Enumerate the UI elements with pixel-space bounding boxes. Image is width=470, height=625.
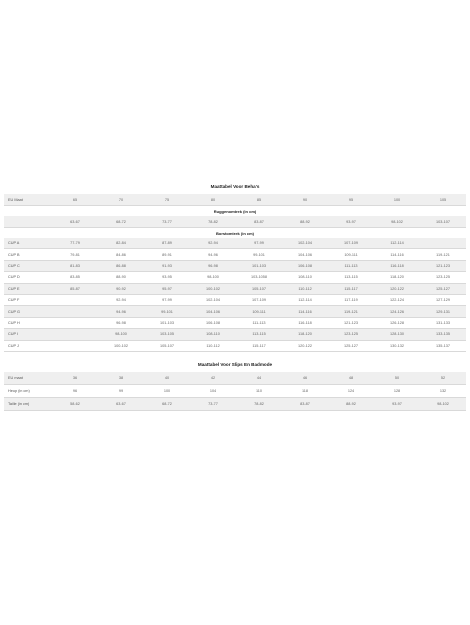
brief-row-cell: 118 [282, 385, 328, 398]
brief-row-cell: 132 [420, 385, 466, 398]
brief-row-cell: 68-72 [144, 398, 190, 411]
cup-row-cell: 77-79 [52, 238, 98, 249]
cup-row-cell: 121-123 [328, 318, 374, 329]
cup-row-cell: 125-127 [420, 284, 466, 295]
bust-heading-row [4, 228, 466, 238]
cup-row-cell: 96-98 [98, 318, 144, 329]
cup-row-cell: 102-104 [282, 238, 328, 249]
cup-row-cell: 118-120 [282, 329, 328, 340]
cup-row-cell: 99-101 [144, 306, 190, 317]
cup-row-label: CUP G [4, 306, 52, 317]
cup-row-cell: 107-109 [328, 238, 374, 249]
brief-row-cell: 52 [420, 372, 466, 385]
cup-row-cell: 94-96 [98, 306, 144, 317]
cup-row-label: CUP E [4, 284, 52, 295]
cup-row-cell: 93-95 [144, 272, 190, 283]
cup-row-cell [52, 318, 98, 329]
cup-row-cell: 108-110 [282, 272, 328, 283]
cup-row-cell: 114-116 [282, 306, 328, 317]
cup-row [4, 295, 466, 306]
brief-row-cell: 99 [98, 385, 144, 398]
underbust-cell: 78-82 [190, 216, 236, 228]
eu-size-row [4, 194, 466, 206]
cup-row [4, 329, 466, 340]
underbust-cell: 98-102 [374, 216, 420, 228]
cup-row-cell: 98-100 [98, 329, 144, 340]
cup-row-cell: 112-114 [282, 295, 328, 306]
cup-row-label: CUP H [4, 318, 52, 329]
cup-row-cell: 120-122 [374, 284, 420, 295]
cup-row-label: CUP D [4, 272, 52, 283]
cup-row-cell: 119-121 [420, 249, 466, 260]
cup-row [4, 249, 466, 260]
cup-row-cell: 110-112 [190, 341, 236, 352]
cup-row-cell: 109-111 [328, 249, 374, 260]
eu-size-cell: 95 [328, 194, 374, 206]
underbust-cell: 83-87 [236, 216, 282, 228]
brief-row [4, 372, 466, 385]
eu-size-cell: 65 [52, 194, 98, 206]
cup-row-cell: 102-104 [190, 295, 236, 306]
cup-row-cell: 103-1058 [236, 272, 282, 283]
cup-row [4, 272, 466, 283]
size-chart-sheet [4, 183, 466, 411]
cup-row-label: CUP B [4, 249, 52, 260]
cup-row-cell: 128-130 [374, 329, 420, 340]
cup-row-cell: 101-103 [236, 261, 282, 272]
cup-row-cell [52, 295, 98, 306]
cup-row-cell [52, 306, 98, 317]
brief-row-cell: 98-102 [420, 398, 466, 411]
cup-rows [4, 238, 466, 352]
cup-row-cell: 118-120 [374, 272, 420, 283]
brief-row-cell: 96 [52, 385, 98, 398]
brief-row-cell: 58-62 [52, 398, 98, 411]
brief-row-cell: 124 [328, 385, 374, 398]
cup-row-cell [52, 329, 98, 340]
bra-size-table [4, 194, 466, 352]
brief-row-cell: 63-67 [98, 398, 144, 411]
eu-size-cell: 90 [282, 194, 328, 206]
brief-row-cell: 110 [236, 385, 282, 398]
cup-row-cell: 97-99 [236, 238, 282, 249]
cup-row-cell: 114-116 [374, 249, 420, 260]
underbust-row [4, 216, 466, 228]
eu-size-cell: 80 [190, 194, 236, 206]
cup-row-cell: 129-131 [420, 306, 466, 317]
cup-row-cell: 123-125 [420, 272, 466, 283]
cup-row-cell: 90-92 [98, 284, 144, 295]
cup-row-cell: 101-103 [144, 318, 190, 329]
cup-row-cell: 91-93 [144, 261, 190, 272]
cup-row-cell: 100-102 [98, 341, 144, 352]
cup-row-cell: 131-133 [420, 318, 466, 329]
brief-size-table [4, 372, 466, 411]
brief-row-cell: 128 [374, 385, 420, 398]
underbust-cell: 88-92 [282, 216, 328, 228]
cup-row-cell: 117-119 [328, 295, 374, 306]
eu-size-cell: 75 [144, 194, 190, 206]
eu-size-cell: 70 [98, 194, 144, 206]
brief-row-cell: 100 [144, 385, 190, 398]
brief-row-cell: 44 [236, 372, 282, 385]
cup-row-cell: 99-101 [236, 249, 282, 260]
cup-row-cell: 130-132 [374, 341, 420, 352]
cup-row-cell: 124-126 [374, 306, 420, 317]
cup-row-cell: 96-98 [190, 261, 236, 272]
cup-row-label: CUP F [4, 295, 52, 306]
cup-row-cell: 111-113 [328, 261, 374, 272]
brief-row-label: Taille (in cm) [4, 398, 52, 411]
brief-row-cell: 36 [52, 372, 98, 385]
cup-row-cell: 113-115 [236, 329, 282, 340]
cup-row-cell: 116-118 [282, 318, 328, 329]
cup-row-label: CUP A [4, 238, 52, 249]
brief-row-cell: 78-82 [236, 398, 282, 411]
underbust-heading-row [4, 206, 466, 216]
cup-row-cell: 92-94 [98, 295, 144, 306]
cup-row-cell: 120-122 [282, 341, 328, 352]
brief-row-cell: 73-77 [190, 398, 236, 411]
cup-row-cell: 135-137 [420, 341, 466, 352]
cup-row-label: CUP C [4, 261, 52, 272]
cup-row-cell: 79-81 [52, 249, 98, 260]
cup-row-label: CUP J [4, 341, 52, 352]
brief-row-cell: 88-92 [328, 398, 374, 411]
cup-row-cell: 81-83 [52, 261, 98, 272]
eu-size-cell: 100 [374, 194, 420, 206]
brief-row-cell: 38 [98, 372, 144, 385]
brief-rows [4, 372, 466, 411]
eu-size-cell: 85 [236, 194, 282, 206]
cup-row-cell: 83-85 [52, 272, 98, 283]
cup-row-cell: 85-87 [52, 284, 98, 295]
underbust-heading: Ruggenomtrek (in cm) [4, 206, 466, 216]
cup-row-cell: 87-89 [144, 238, 190, 249]
underbust-label [4, 216, 52, 228]
brief-row-cell: 104 [190, 385, 236, 398]
cup-row-cell: 95-97 [144, 284, 190, 295]
cup-row [4, 318, 466, 329]
underbust-cell: 68-72 [98, 216, 144, 228]
cup-row-cell: 105-107 [236, 284, 282, 295]
cup-row-cell: 98-100 [190, 272, 236, 283]
brief-row-cell: 93-97 [374, 398, 420, 411]
cup-row-cell [420, 238, 466, 249]
cup-row-cell: 116-118 [374, 261, 420, 272]
cup-row-cell: 97-99 [144, 295, 190, 306]
brief-row-cell: 42 [190, 372, 236, 385]
eu-size-label: EU Maat [4, 194, 52, 206]
brief-row-cell: 48 [328, 372, 374, 385]
brief-row-label: EU maat [4, 372, 52, 385]
cup-row-cell: 115-117 [236, 341, 282, 352]
bra-size-chart-title: Maattabel Voor Beha's [210, 184, 260, 189]
cup-row-cell: 106-108 [282, 261, 328, 272]
brief-row [4, 398, 466, 411]
cup-row-cell: 121-123 [420, 261, 466, 272]
underbust-cell: 63-67 [52, 216, 98, 228]
underbust-cell: 93-97 [328, 216, 374, 228]
cup-row-cell: 108-110 [190, 329, 236, 340]
brief-row [4, 385, 466, 398]
brief-row-cell: 46 [282, 372, 328, 385]
cup-row-cell [52, 341, 98, 352]
brief-row-cell: 40 [144, 372, 190, 385]
cup-row-cell: 100-102 [190, 284, 236, 295]
cup-row [4, 261, 466, 272]
cup-row [4, 341, 466, 352]
cup-row-cell: 107-109 [236, 295, 282, 306]
cup-row-cell: 119-121 [328, 306, 374, 317]
cup-row-cell: 127-129 [420, 295, 466, 306]
brief-row-label: Heup (in cm) [4, 385, 52, 398]
cup-row [4, 284, 466, 295]
underbust-cell: 103-107 [420, 216, 466, 228]
cup-row-cell: 89-91 [144, 249, 190, 260]
cup-row-cell: 82-84 [98, 238, 144, 249]
cup-row-cell: 110-112 [282, 284, 328, 295]
cup-row-cell: 94-96 [190, 249, 236, 260]
cup-row-cell: 86-88 [98, 261, 144, 272]
brief-size-chart-title: Maattabel Voor Slips En Badmode [197, 361, 273, 367]
cup-row-cell: 112-114 [374, 238, 420, 249]
cup-row-cell: 115-117 [328, 284, 374, 295]
cup-row-cell: 122-124 [374, 295, 420, 306]
cup-row-cell: 92-94 [190, 238, 236, 249]
cup-row-cell: 123-125 [328, 329, 374, 340]
brief-row-cell: 50 [374, 372, 420, 385]
cup-row-cell: 113-115 [328, 272, 374, 283]
cup-row-cell: 125-127 [328, 341, 374, 352]
cup-row-cell: 103-105 [144, 329, 190, 340]
brief-row-cell: 83-87 [282, 398, 328, 411]
cup-row-cell: 104-106 [190, 306, 236, 317]
cup-row-label: CUP I [4, 329, 52, 340]
eu-size-cell: 105 [420, 194, 466, 206]
cup-row-cell: 109-111 [236, 306, 282, 317]
cup-row [4, 306, 466, 317]
cup-row-cell: 111-113 [236, 318, 282, 329]
cup-row-cell: 88-90 [98, 272, 144, 283]
cup-row-cell: 126-128 [374, 318, 420, 329]
cup-row-cell: 84-86 [98, 249, 144, 260]
bust-heading: Borstomtrek (in cm) [4, 228, 466, 238]
cup-row [4, 238, 466, 249]
cup-row-cell: 104-106 [282, 249, 328, 260]
cup-row-cell: 105-107 [144, 341, 190, 352]
cup-row-cell: 106-108 [190, 318, 236, 329]
cup-row-cell: 133-135 [420, 329, 466, 340]
underbust-cell: 73-77 [144, 216, 190, 228]
